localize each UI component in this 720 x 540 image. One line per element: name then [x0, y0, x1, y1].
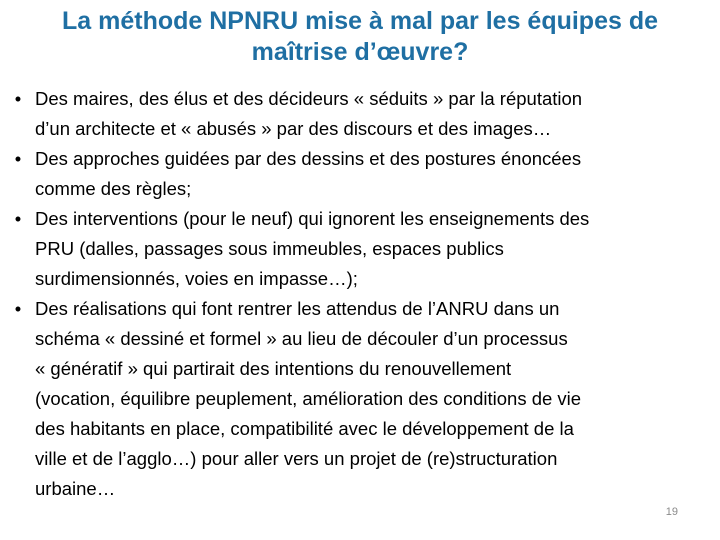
bullet-icon: • [14, 208, 22, 229]
bullet-text-line: des habitants en place, compatibilité avec le développement de la [35, 418, 574, 439]
bullet-item-approaches [8, 144, 708, 204]
bullet-text-line: d’un architecte et « abusés » par des discours et des images… [35, 118, 552, 139]
slide-title-line-1: La méthode NPNRU mise à mal par les équipes de [61, 7, 659, 35]
bullet-text-line: comme des règles; [35, 178, 192, 199]
bullet-text-line: « génératif » qui partirait des intentions du renouvellement [35, 358, 512, 379]
slide-title [22, 6, 698, 68]
bullet-icon: • [14, 298, 22, 319]
bullet-item-interventions [8, 204, 708, 294]
bullet-item-decision-makers [8, 84, 708, 144]
bullet-text-line: Des réalisations qui font rentrer les attendus de l’ANRU dans un [35, 298, 560, 319]
bullet-item-realisations [8, 294, 708, 504]
bullet-text-line: Des approches guidées par des dessins et des postures énoncées [35, 148, 582, 169]
bullet-text-line: (vocation, équilibre peuplement, amélioration des conditions de vie [35, 388, 582, 409]
bullet-text-line: urbaine… [35, 478, 116, 499]
bullet-icon: • [14, 148, 22, 169]
bullet-text-line: surdimensionnés, voies en impasse…); [35, 268, 358, 289]
bullet-text-line: ville et de l’agglo…) pour aller vers un projet de (re)structuration [35, 448, 558, 469]
bullet-list [8, 84, 708, 504]
slide-title-line-2: maîtrise d’œuvre? [251, 38, 469, 66]
bullet-text-line: schéma « dessiné et formel » au lieu de découler d’un processus [35, 328, 568, 349]
page-number: 19 [665, 506, 678, 518]
bullet-text-line: Des interventions (pour le neuf) qui ignorent les enseignements des [35, 208, 590, 229]
bullet-icon: • [14, 88, 22, 109]
bullet-text-line: Des maires, des élus et des décideurs « séduits » par la réputation [35, 88, 583, 109]
bullet-text-line: PRU (dalles, passages sous immeubles, espaces publics [35, 238, 504, 259]
